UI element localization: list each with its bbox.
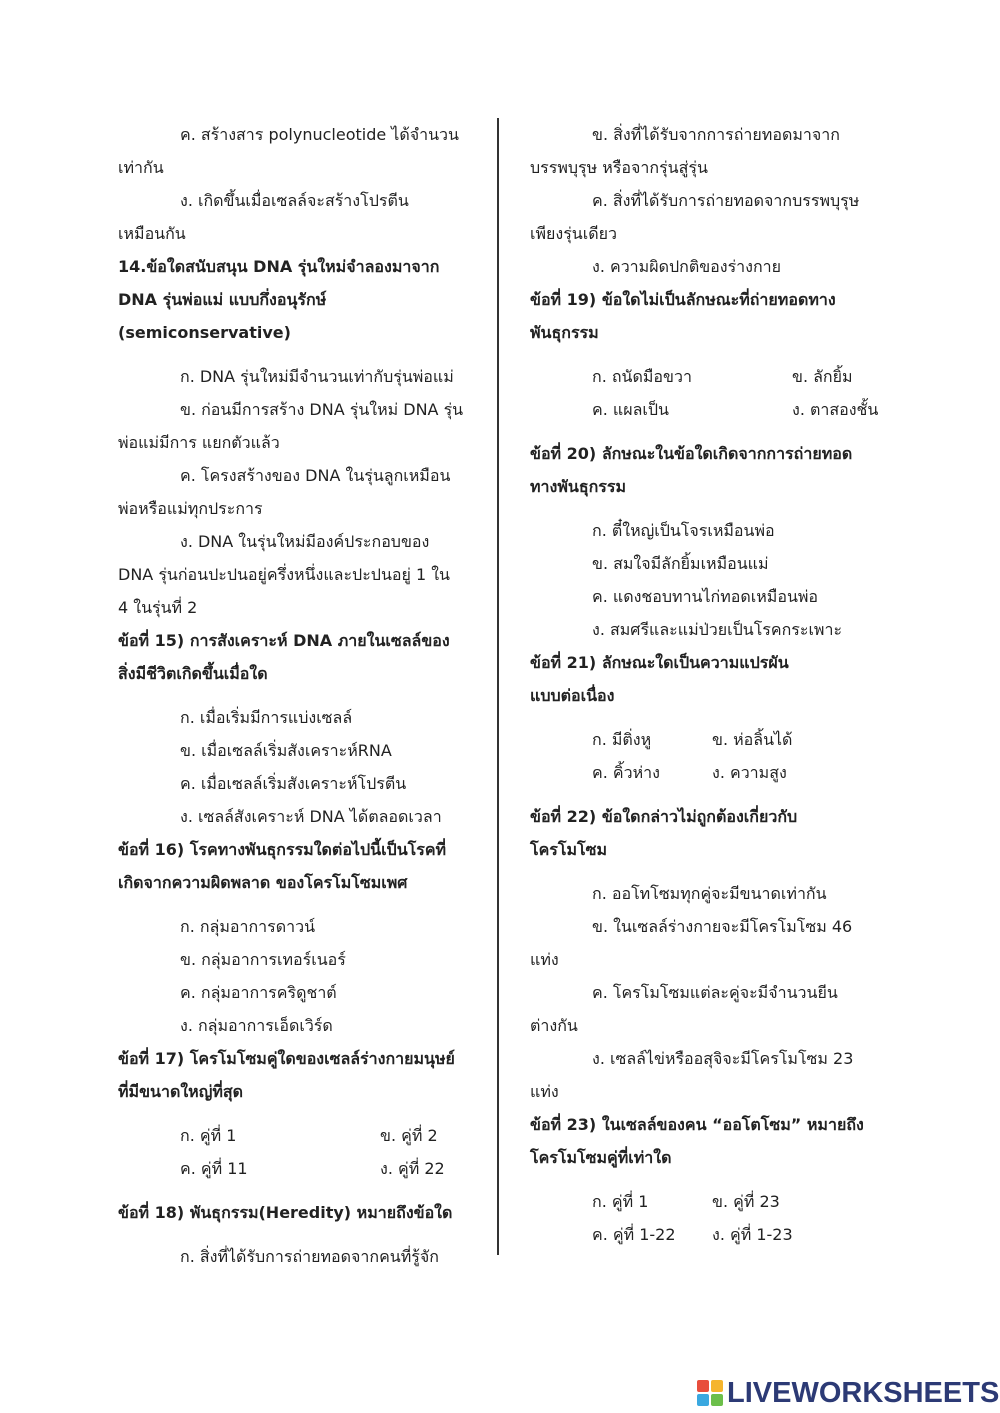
- option-b[interactable]: ข. เมื่อเซลล์เริ่มสังเคราะห์RNA: [180, 741, 392, 760]
- option-a[interactable]: ก. ตี๋ใหญ่เป็นโจรเหมือนพ่อ: [592, 521, 775, 540]
- options-row: [118, 1152, 478, 1185]
- option-d-cont: แท่ง: [530, 1082, 559, 1101]
- question-17: ที่มีขนาดใหญ่ที่สุด: [118, 1082, 244, 1101]
- option-a[interactable]: ก. คู่ที่ 1: [592, 1192, 649, 1211]
- option-b[interactable]: ข. ก่อนมีการสร้าง DNA รุ่นใหม่ DNA รุ่น: [180, 400, 464, 419]
- question-15: สิ่งมีชีวิตเกิดขึ้นเมื่อใด: [118, 664, 268, 683]
- option-b[interactable]: ข. ในเซลล์ร่างกายจะมีโครโมโซม 46: [592, 917, 853, 936]
- liveworksheets-logo: [697, 1376, 999, 1410]
- option-a[interactable]: ก. มีติ่งหู: [592, 730, 652, 749]
- option-c[interactable]: ค. คิ้วห่าง: [592, 763, 660, 782]
- option-d-cont: DNA รุ่นก่อนปะปนอยู่ครึ่งหนึ่งและปะปนอยู่ 1 ใน: [118, 565, 450, 584]
- option-d[interactable]: ง. กลุ่มอาการเอ็ดเวิร์ด: [180, 1016, 333, 1035]
- option-c[interactable]: ค. คู่ที่ 1-22: [592, 1225, 676, 1244]
- option-c[interactable]: ค. โครงสร้างของ DNA ในรุ่นลูกเหมือน: [180, 466, 451, 485]
- question-20: ข้อที่ 20) ลักษณะในข้อใดเกิดจากการถ่ายทอด: [530, 444, 853, 463]
- option-b[interactable]: ข. กลุ่มอาการเทอร์เนอร์: [180, 950, 346, 969]
- options-row: [530, 1185, 890, 1218]
- option-b[interactable]: ข. คู่ที่ 2: [380, 1126, 438, 1145]
- option-b[interactable]: ข. คู่ที่ 23: [712, 1192, 780, 1211]
- option-text: ค. สร้างสาร polynucleotide ได้จำนวน: [180, 125, 459, 144]
- option-b-cont: แท่ง: [530, 950, 559, 969]
- option-c[interactable]: ค. คู่ที่ 11: [180, 1159, 248, 1178]
- option-d-cont: 4 ในรุ่นที่ 2: [118, 598, 198, 617]
- option-a[interactable]: ก. เมื่อเริ่มมีการแบ่งเซลล์: [180, 708, 353, 727]
- option-c[interactable]: ค. แผลเป็น: [592, 400, 669, 419]
- question-14: (semiconservative): [118, 323, 291, 342]
- option-d[interactable]: ง. ตาสองชั้น: [792, 400, 879, 419]
- question-21: ข้อที่ 21) ลักษณะใดเป็นความแปรผัน: [530, 653, 789, 672]
- question-18: ข้อที่ 18) พันธุกรรม(Heredity) หมายถึงข้อใด: [118, 1203, 453, 1222]
- column-divider: [497, 118, 499, 1255]
- option-b[interactable]: ข. สิ่งที่ได้รับจากการถ่ายทอดมาจาก: [592, 125, 840, 144]
- option-c-cont: พ่อหรือแม่ทุกประการ: [118, 499, 263, 518]
- options-row: [530, 723, 890, 756]
- option-b[interactable]: ข. ห่อลิ้นได้: [712, 730, 793, 749]
- question-23: ข้อที่ 23) ในเซลล์ของคน “ออโตโซม” หมายถึง: [530, 1115, 864, 1134]
- question-14: DNA รุ่นพ่อแม่ แบบกึ่งอนุรักษ์: [118, 290, 327, 309]
- question-23: โครโมโซมคู่ที่เท่าใด: [530, 1148, 672, 1167]
- logo-text: LIVEWORKSHEETS: [727, 1376, 1000, 1409]
- options-row: [118, 1119, 478, 1152]
- option-a[interactable]: ก. คู่ที่ 1: [180, 1126, 237, 1145]
- option-text: เท่ากัน: [118, 158, 164, 177]
- option-b[interactable]: ข. สมใจมีลักยิ้มเหมือนแม่: [592, 554, 769, 573]
- option-d[interactable]: ง. คู่ที่ 22: [380, 1159, 445, 1178]
- question-17: ข้อที่ 17) โครโมโซมคู่ใดของเซลล์ร่างกายมนุษย์: [118, 1049, 455, 1068]
- option-c-cont: ต่างกัน: [530, 1016, 578, 1035]
- option-a[interactable]: ก. ถนัดมือขวา: [592, 367, 692, 386]
- question-20: ทางพันธุกรรม: [530, 477, 627, 496]
- option-a[interactable]: ก. DNA รุ่นใหม่มีจำนวนเท่ากับรุ่นพ่อแม่: [180, 367, 454, 386]
- options-row: [530, 1218, 890, 1251]
- option-c[interactable]: ค. กลุ่มอาการคริดูชาต์: [180, 983, 337, 1002]
- option-b-cont: พ่อแม่มีการ แยกตัวแล้ว: [118, 433, 280, 452]
- logo-icon: [697, 1380, 723, 1406]
- question-22: โครโมโซม: [530, 840, 608, 859]
- option-a[interactable]: ก. กลุ่มอาการดาวน์: [180, 917, 316, 936]
- right-column: [530, 118, 890, 1251]
- option-b-cont: บรรพบุรุษ หรือจากรุ่นสู่รุ่น: [530, 158, 708, 177]
- option-c[interactable]: ค. โครโมโซมแต่ละคู่จะมีจำนวนยีน: [592, 983, 838, 1002]
- option-d[interactable]: ง. เซลล์ไข่หรืออสุจิจะมีโครโมโซม 23: [592, 1049, 854, 1068]
- option-d[interactable]: ง. คู่ที่ 1-23: [712, 1225, 793, 1244]
- option-d[interactable]: ง. เซลล์สังเคราะห์ DNA ได้ตลอดเวลา: [180, 807, 442, 826]
- question-15: ข้อที่ 15) การสังเคราะห์ DNA ภายในเซลล์ของ: [118, 631, 450, 650]
- question-16: เกิดจากความผิดพลาด ของโครโมโซมเพศ: [118, 873, 408, 892]
- option-b[interactable]: ข. ลักยิ้ม: [792, 367, 853, 386]
- options-row: [530, 360, 890, 393]
- option-c[interactable]: ค. เมื่อเซลล์เริ่มสังเคราะห์โปรตีน: [180, 774, 407, 793]
- option-d[interactable]: ง. สมศรีและแม่ป่วยเป็นโรคกระเพาะ: [592, 620, 843, 639]
- left-column: [118, 118, 478, 1273]
- question-19: พันธุกรรม: [530, 323, 599, 342]
- option-text: เหมือนกัน: [118, 224, 186, 243]
- option-d[interactable]: ง. DNA ในรุ่นใหม่มีองค์ประกอบของ: [180, 532, 430, 551]
- question-22: ข้อที่ 22) ข้อใดกล่าวไม่ถูกต้องเกี่ยวกับ: [530, 807, 798, 826]
- question-19: ข้อที่ 19) ข้อใดไม่เป็นลักษณะที่ถ่ายทอดทาง: [530, 290, 836, 309]
- option-a[interactable]: ก. ออโทโซมทุกคู่จะมีขนาดเท่ากัน: [592, 884, 827, 903]
- option-d[interactable]: ง. ความสูง: [712, 763, 787, 782]
- question-14: 14.ข้อใดสนับสนุน DNA รุ่นใหม่จำลองมาจาก: [118, 257, 440, 276]
- option-c[interactable]: ค. สิ่งที่ได้รับการถ่ายทอดจากบรรพบุรุษ: [592, 191, 860, 210]
- option-c-cont: เพียงรุ่นเดียว: [530, 224, 617, 243]
- question-16: ข้อที่ 16) โรคทางพันธุกรรมใดต่อไปนี้เป็นโรคที่: [118, 840, 447, 859]
- option-text: ง. เกิดขึ้นเมื่อเซลล์จะสร้างโปรตีน: [180, 191, 409, 210]
- question-21: แบบต่อเนื่อง: [530, 686, 615, 705]
- option-c[interactable]: ค. แดงชอบทานไก่ทอดเหมือนพ่อ: [592, 587, 819, 606]
- options-row: [530, 756, 890, 789]
- options-row: [530, 393, 890, 426]
- option-d[interactable]: ง. ความผิดปกติของร่างกาย: [592, 257, 781, 276]
- option-a[interactable]: ก. สิ่งที่ได้รับการถ่ายทอดจากคนที่รู้จัก: [180, 1247, 439, 1266]
